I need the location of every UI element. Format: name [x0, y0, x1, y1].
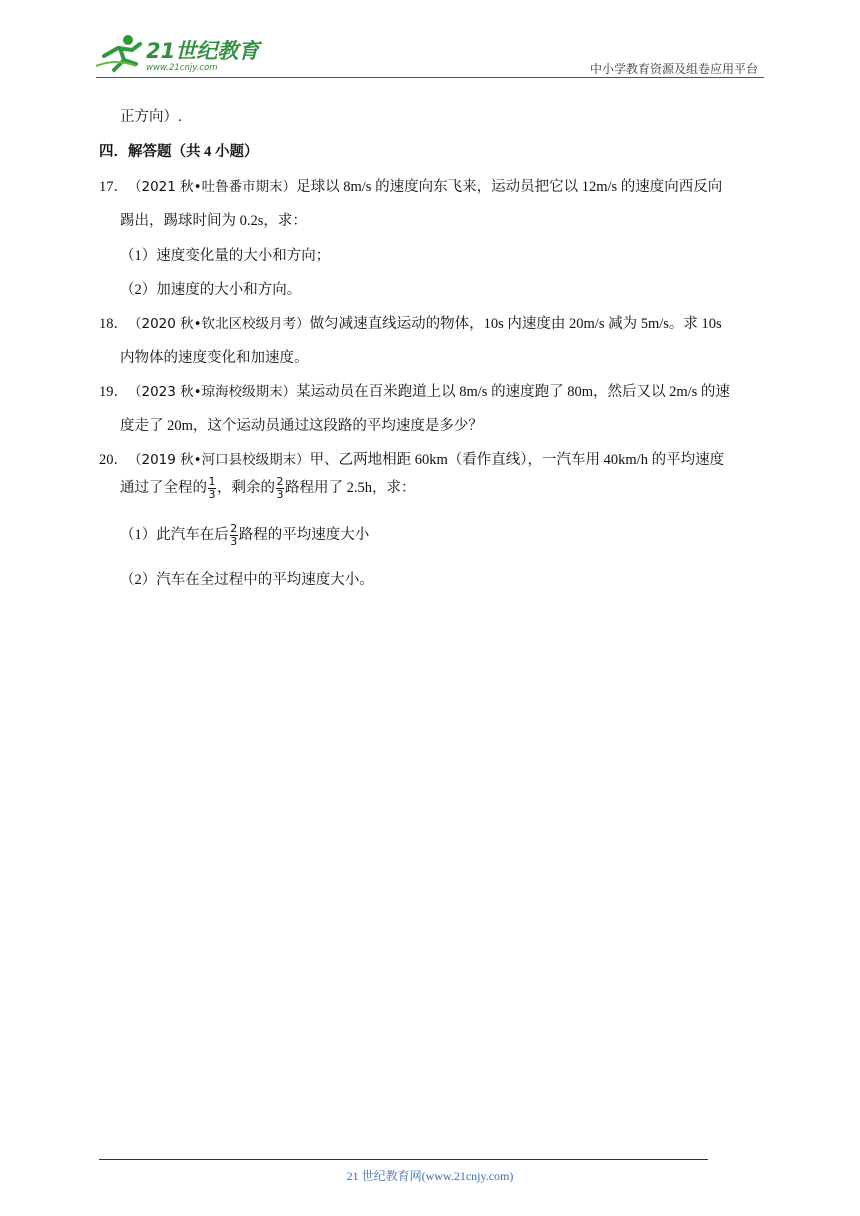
fraction-two-thirds	[230, 523, 238, 548]
header-divider	[96, 77, 764, 78]
footer-text[interactable]: 21 世纪教育网(www.21cnjy.com)	[346, 1169, 514, 1183]
section-title: 四．解答题（共 4 小题）	[99, 144, 259, 160]
fraction-two-thirds	[276, 476, 284, 501]
svg-text:www.21cnjy.com: www.21cnjy.com	[146, 63, 218, 73]
question-number: 17．	[99, 179, 128, 195]
text-segment: 通过了全程的	[120, 480, 207, 496]
question-19-line2: 度走了 20m，这个运动员通过这段路的平均速度是多少？	[120, 418, 483, 434]
footer-divider	[99, 1159, 708, 1160]
question-text: 甲、乙两地相距 60km（看作直线），一汽车用 40km/h 的平均速度	[309, 452, 725, 468]
question-20-sub1	[120, 523, 369, 548]
question-source: （2020 秋•钦北区校级月考）	[128, 316, 310, 332]
fraction-numerator: 2	[230, 522, 238, 536]
question-text: 某运动员在百米跑道上以 8m/s 的速度跑了 80m，然后又以 2m/s 的速	[296, 384, 730, 400]
question-number: 18．	[99, 316, 128, 332]
question-18-line1	[99, 312, 722, 333]
header-platform-name: 中小学教育资源及组卷应用平台	[589, 62, 758, 76]
question-17-line2: 踢出，踢球时间为 0.2s，求：	[120, 213, 307, 229]
question-number: 20．	[99, 452, 128, 468]
question-19-line1	[99, 380, 730, 401]
question-source: （2019 秋•河口县校级期末）	[128, 452, 310, 468]
question-18-line2: 内物体的速度变化和加速度。	[120, 350, 309, 366]
question-17-line1	[99, 175, 763, 196]
question-17-sub1: （1）速度变化量的大小和方向；	[120, 248, 331, 264]
question-text: 做匀减速直线运动的物体，10s 内速度由 20m/s 减为 5m/s。求 10s	[309, 316, 722, 332]
question-20-line2	[120, 476, 416, 501]
question-20-sub2: （2）汽车在全过程中的平均速度大小。	[120, 572, 374, 588]
fraction-numerator: 1	[208, 475, 216, 489]
question-20-line1	[99, 448, 724, 469]
site-logo	[96, 30, 266, 74]
page-header	[96, 30, 764, 78]
question-17-sub2: （2）加速度的大小和方向。	[120, 282, 302, 298]
fraction-numerator: 2	[276, 475, 284, 489]
text-segment: 路程用了 2.5h，求：	[285, 480, 416, 496]
fraction-denominator: 3	[276, 488, 284, 502]
fraction-denominator: 3	[208, 488, 216, 502]
text-segment: ，剩余的	[217, 480, 275, 496]
question-source: （2021 秋•吐鲁番市期末）	[128, 179, 297, 195]
continued-text: 正方向）.	[120, 109, 182, 125]
text-segment: （1）此汽车在后	[120, 527, 229, 543]
fraction-denominator: 3	[230, 535, 238, 549]
svg-text:21世纪教育: 21世纪教育	[146, 39, 260, 63]
question-source: （2023 秋•琼海校级期末）	[128, 384, 297, 400]
fraction-one-third	[208, 476, 216, 501]
question-text: 足球以 8m/s 的速度向东飞来，运动员把它以 12m/s 的速度向西反向	[296, 179, 723, 195]
question-number: 19．	[99, 384, 128, 400]
text-segment: 路程的平均速度大小	[238, 527, 370, 543]
